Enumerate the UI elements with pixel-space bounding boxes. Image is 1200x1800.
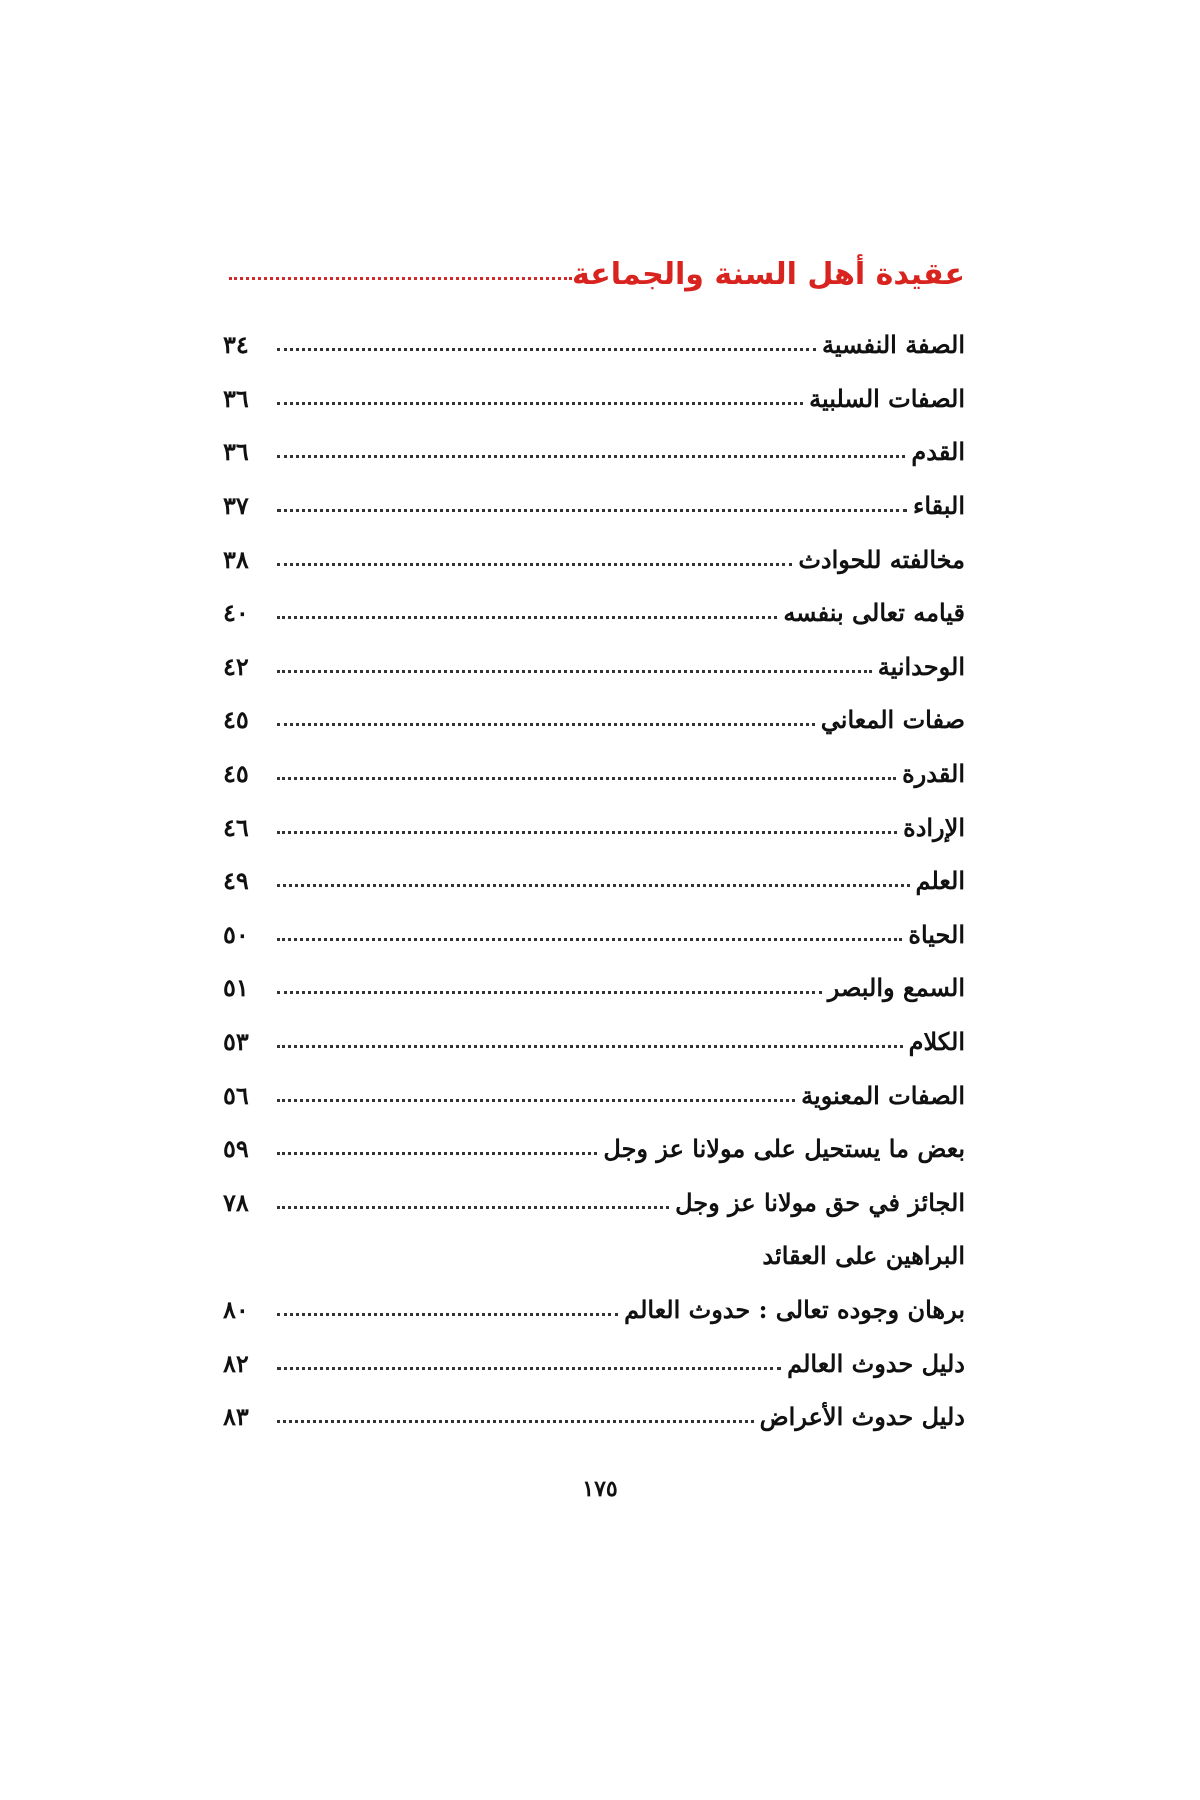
toc-entry-title: دليل حدوث الأعراض <box>759 1402 965 1432</box>
running-header-dotted-rule <box>229 277 572 280</box>
toc-entry-page-number: ٥٩ <box>223 1134 249 1164</box>
toc-entry <box>223 318 965 372</box>
toc-entry-dotted-leader <box>277 1420 754 1423</box>
toc-entry-page-number: ٨٣ <box>223 1402 249 1432</box>
toc-entry-page-number: ٥٦ <box>223 1080 249 1110</box>
toc-entry-page-number: ٥١ <box>223 973 249 1003</box>
table-of-contents <box>223 318 965 1443</box>
toc-entry <box>223 908 965 962</box>
toc-entry <box>223 479 965 533</box>
toc-entry-dotted-leader <box>277 1367 781 1370</box>
toc-entry <box>223 1068 965 1122</box>
toc-entry <box>223 425 965 479</box>
toc-entry-title: مخالفته للحوادث <box>798 544 965 574</box>
toc-entry-page-number: ٣٧ <box>223 491 249 521</box>
toc-entry-page-number: ٥٣ <box>223 1027 249 1057</box>
toc-entry-dotted-leader <box>277 777 896 780</box>
running-header <box>223 246 965 290</box>
toc-entry <box>223 693 965 747</box>
toc-entry-title: البقاء <box>913 491 965 521</box>
toc-entry-dotted-leader <box>277 402 803 405</box>
toc-entry <box>223 372 965 426</box>
toc-entry <box>223 961 965 1015</box>
toc-entry-dotted-leader <box>277 1099 795 1102</box>
toc-entry <box>223 1390 965 1444</box>
toc-entry <box>223 854 965 908</box>
toc-entry-dotted-leader <box>277 1045 903 1048</box>
toc-entry-dotted-leader <box>277 884 910 887</box>
toc-entry <box>223 1176 965 1230</box>
toc-entry-page-number: ٤٥ <box>223 705 249 735</box>
toc-entry <box>223 640 965 694</box>
toc-entry-title: الصفة النفسية <box>821 330 965 360</box>
toc-entry-title: الصفات السلبية <box>809 383 965 413</box>
toc-entry-dotted-leader <box>277 991 822 994</box>
toc-entry-page-number: ٤٩ <box>223 866 249 896</box>
toc-entry-title: بعض ما يستحيل على مولانا عز وجل <box>603 1134 965 1164</box>
toc-entry-title: الكلام <box>908 1027 965 1057</box>
toc-entry <box>223 1122 965 1176</box>
toc-entry-title: الإرادة <box>903 812 965 842</box>
toc-entry-page-number: ٣٤ <box>223 330 249 360</box>
toc-entry-title: الجائز في حق مولانا عز وجل <box>675 1187 965 1217</box>
toc-entry-dotted-leader <box>277 831 897 834</box>
toc-entry-title: دليل حدوث العالم <box>787 1348 965 1378</box>
toc-entry-title: العلم <box>915 866 965 896</box>
toc-entry-dotted-leader <box>277 1152 597 1155</box>
toc-entry-dotted-leader <box>277 1206 669 1209</box>
toc-entry-title: قيامه تعالى بنفسه <box>783 598 965 628</box>
toc-entry <box>223 800 965 854</box>
toc-entry-title: صفات المعاني <box>820 705 965 735</box>
page-number: ١٧٥ <box>582 1476 618 1502</box>
toc-entry-title: القدم <box>911 437 965 467</box>
toc-entry-page-number: ٥٠ <box>223 919 249 949</box>
toc-entry-title: السمع والبصر <box>827 973 965 1003</box>
toc-entry-page-number: ٤٦ <box>223 812 249 842</box>
toc-entry-dotted-leader <box>277 509 907 512</box>
toc-entry-dotted-leader <box>277 616 777 619</box>
toc-entry <box>223 747 965 801</box>
toc-entry <box>223 1015 965 1069</box>
toc-entry-page-number: ٣٦ <box>223 437 249 467</box>
toc-entry <box>223 532 965 586</box>
toc-entry-dotted-leader <box>277 348 816 351</box>
toc-entry-title: القدرة <box>902 759 965 789</box>
toc-entry <box>223 586 965 640</box>
toc-entry-dotted-leader <box>277 563 792 566</box>
toc-entry-dotted-leader <box>277 1313 618 1316</box>
toc-entry-title: البراهين على العقائد <box>762 1241 965 1271</box>
toc-entry-page-number: ٧٨ <box>223 1187 249 1217</box>
toc-entry-dotted-leader <box>277 938 902 941</box>
toc-entry-title: برهان وجوده تعالى : حدوث العالم <box>624 1294 965 1324</box>
toc-entry-page-number: ٣٨ <box>223 544 249 574</box>
toc-entry-page-number: ٤٠ <box>223 598 249 628</box>
toc-entry-dotted-leader <box>277 723 815 726</box>
toc-entry <box>223 1229 965 1283</box>
toc-entry-page-number: ٨٢ <box>223 1348 249 1378</box>
toc-entry <box>223 1283 965 1337</box>
toc-entry-dotted-leader <box>277 455 905 458</box>
toc-entry-title: الوحدانية <box>877 651 965 681</box>
toc-entry-dotted-leader <box>277 670 872 673</box>
toc-entry <box>223 1336 965 1390</box>
toc-entry-page-number: ٨٠ <box>223 1294 249 1324</box>
toc-entry-page-number: ٣٦ <box>223 383 249 413</box>
toc-entry-page-number: ٤٢ <box>223 651 249 681</box>
toc-entry-title: الصفات المعنوية <box>801 1080 965 1110</box>
toc-entry-title: الحياة <box>908 919 965 949</box>
running-header-title: عقيدة أهل السنة والجماعة <box>572 257 965 292</box>
toc-entry-page-number: ٤٥ <box>223 759 249 789</box>
